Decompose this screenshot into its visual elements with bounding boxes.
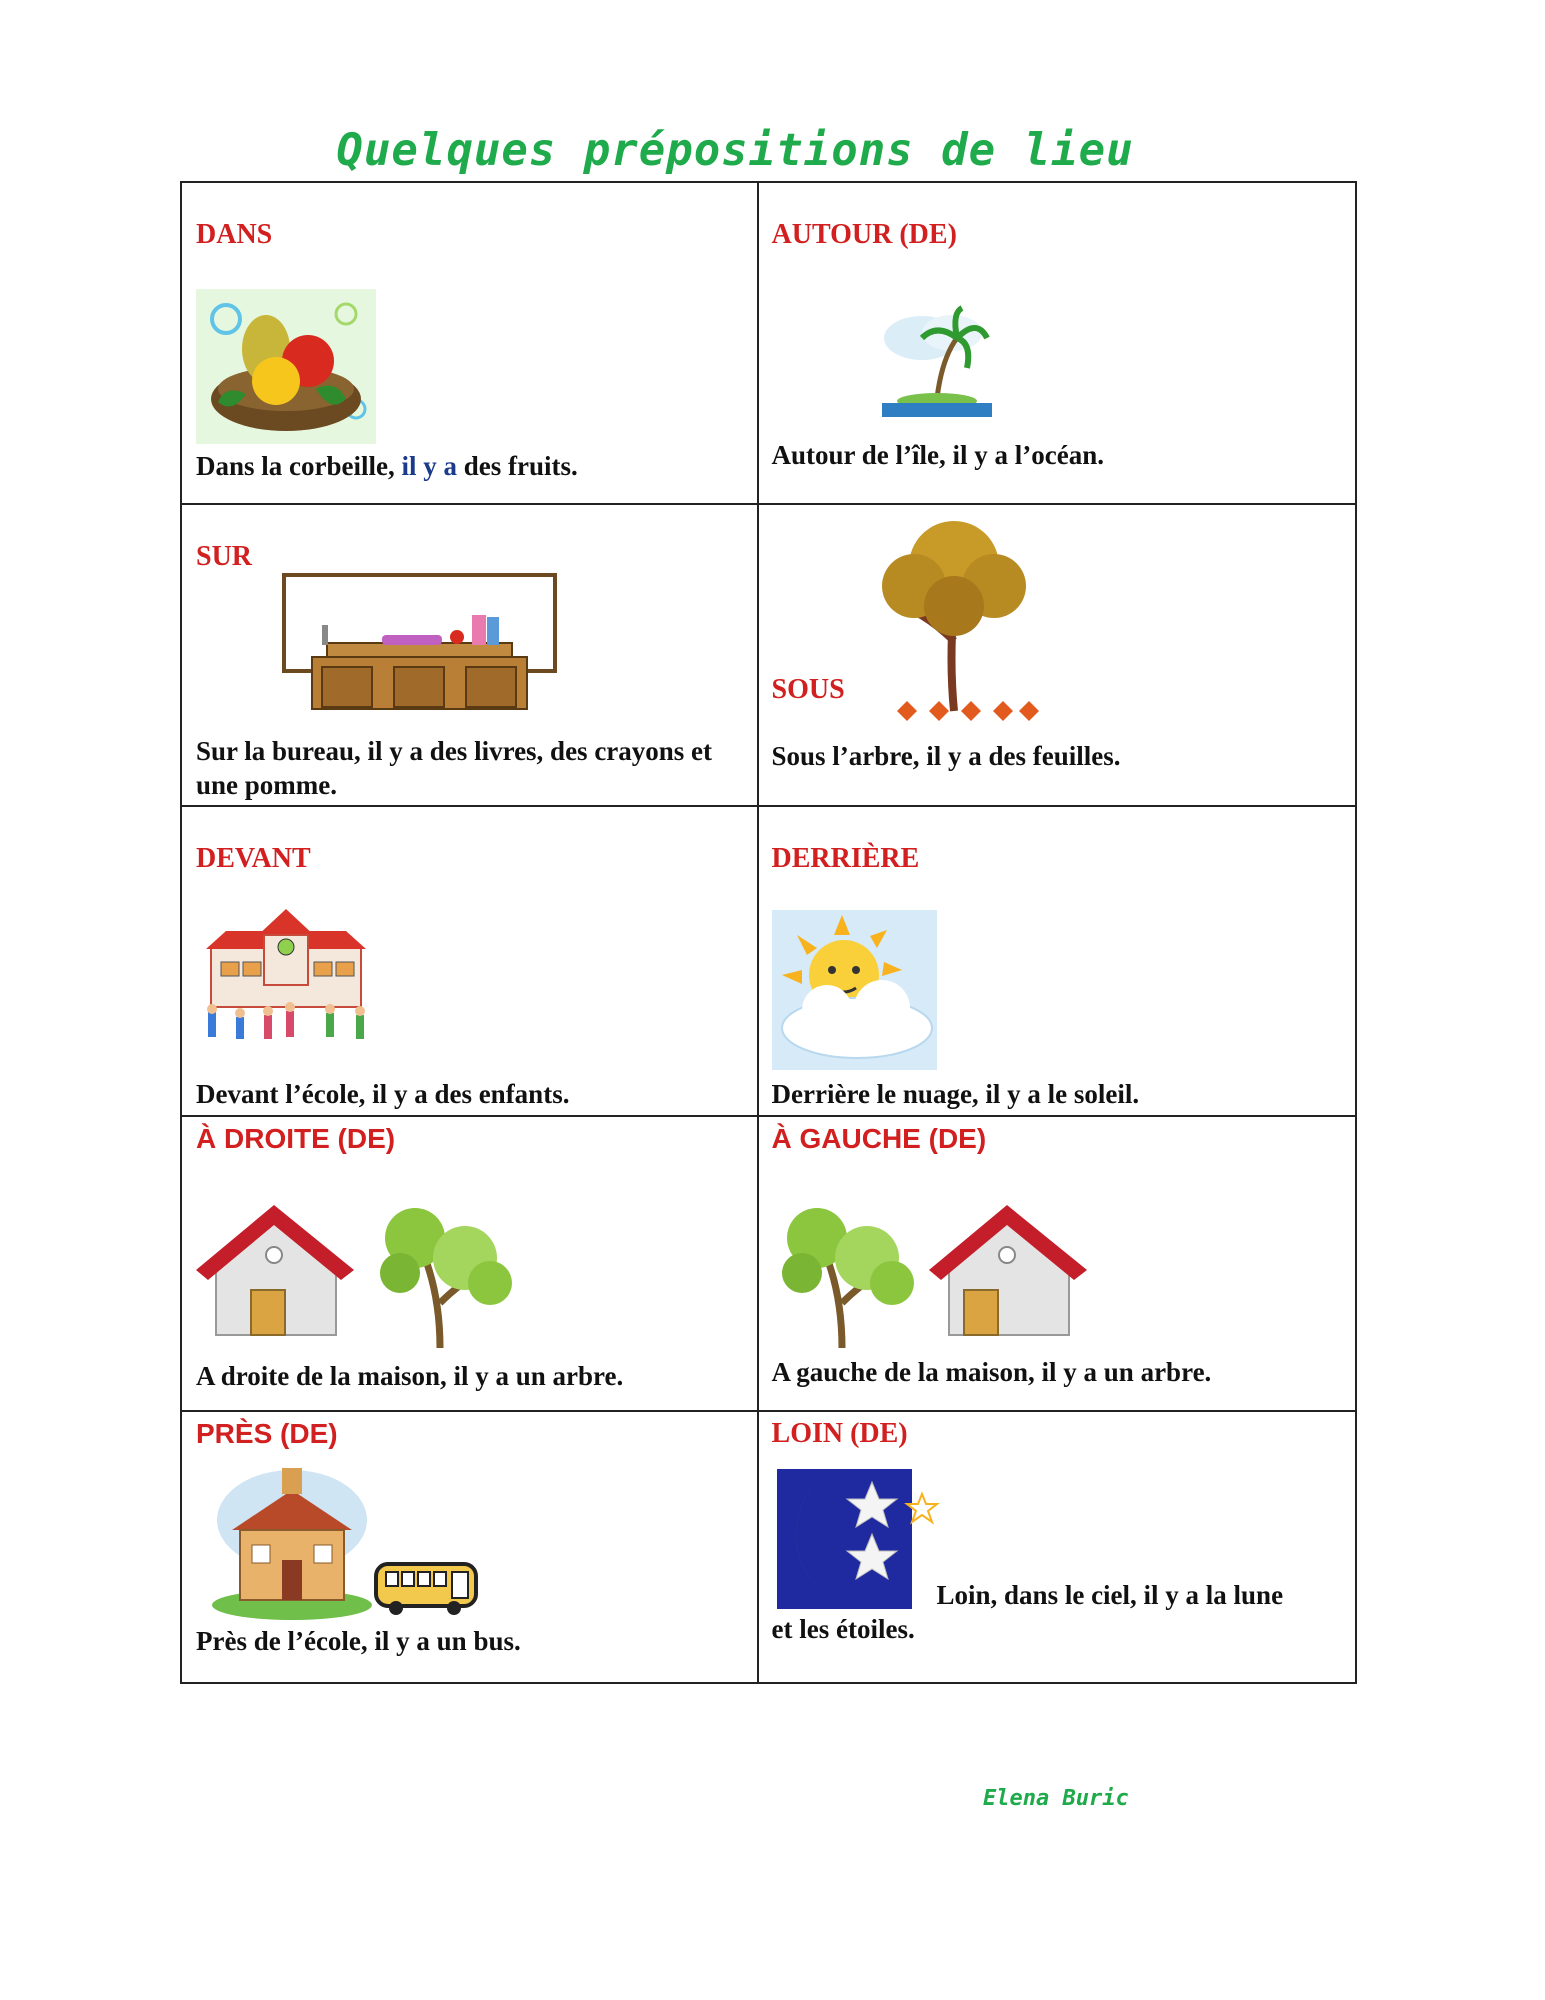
preposition-label: PRÈS (DE) [196, 1418, 338, 1449]
tree-icon [370, 1203, 520, 1353]
school-children-icon [196, 907, 378, 1047]
bus-icon [374, 1560, 479, 1620]
example-sentence: Sur la bureau, il y a des livres, des crayons et une pomme. [196, 736, 713, 800]
schoolhouse-icon [212, 1460, 372, 1620]
preposition-label: SOUS [771, 674, 845, 705]
cell-loin [759, 1412, 1355, 1682]
cell-dans [182, 183, 759, 503]
table-row [182, 183, 1355, 503]
cell-sur [182, 505, 759, 805]
cell-pres [182, 1412, 759, 1682]
example-sentence: A gauche de la maison, il y a un arbre. [771, 1357, 1212, 1387]
preposition-label: DANS [196, 219, 273, 250]
cell-derriere [759, 807, 1355, 1115]
preposition-label: SUR [196, 541, 253, 572]
preposition-label: À DROITE (DE) [196, 1123, 396, 1154]
preposition-label: DEVANT [196, 843, 311, 874]
example-sentence: Près de l’école, il y a un bus. [196, 1626, 521, 1656]
house-icon [929, 1205, 1089, 1345]
autumn-tree-icon [869, 511, 1039, 743]
preposition-label: À GAUCHE (DE) [771, 1123, 987, 1154]
table-row [182, 805, 1355, 1115]
table-row [182, 503, 1355, 805]
moon-and-stars-icon [772, 1464, 942, 1614]
cell-a-droite [182, 1117, 759, 1410]
example-sentence-line-1: Loin, dans le ciel, il y a la lune [936, 1580, 1284, 1610]
example-sentence: Dans la corbeille, il y a des fruits. [196, 451, 578, 481]
table-row [182, 1115, 1355, 1410]
cell-autour [759, 183, 1355, 503]
example-sentence: Autour de l’île, il y a l’océan. [771, 440, 1104, 470]
example-sentence: Derrière le nuage, il y a le soleil. [771, 1079, 1140, 1109]
example-sentence: Devant l’école, il y a des enfants. [196, 1079, 570, 1109]
prepositions-table [180, 181, 1357, 1684]
house-icon [196, 1205, 356, 1345]
sun-behind-cloud-icon [772, 910, 937, 1070]
cell-devant [182, 807, 759, 1115]
table-row [182, 1410, 1355, 1682]
fruit-basket-icon [196, 289, 376, 444]
desk-icon [282, 573, 557, 713]
island-icon [882, 303, 992, 423]
tree-icon [772, 1203, 922, 1353]
preposition-label: LOIN (DE) [771, 1418, 908, 1449]
example-sentence: A droite de la maison, il y a un arbre. [196, 1361, 624, 1391]
preposition-label: DERRIÈRE [771, 843, 920, 874]
example-sentence: Sous l’arbre, il y a des feuilles. [771, 741, 1121, 771]
cell-a-gauche [759, 1117, 1355, 1410]
author-signature: Elena Buric [983, 1786, 1129, 1811]
cell-sous [759, 505, 1355, 805]
example-sentence-line-2: et les étoiles. [771, 1614, 915, 1644]
preposition-label: AUTOUR (DE) [771, 219, 957, 250]
page-title: Quelques prépositions de lieu [336, 125, 1134, 176]
